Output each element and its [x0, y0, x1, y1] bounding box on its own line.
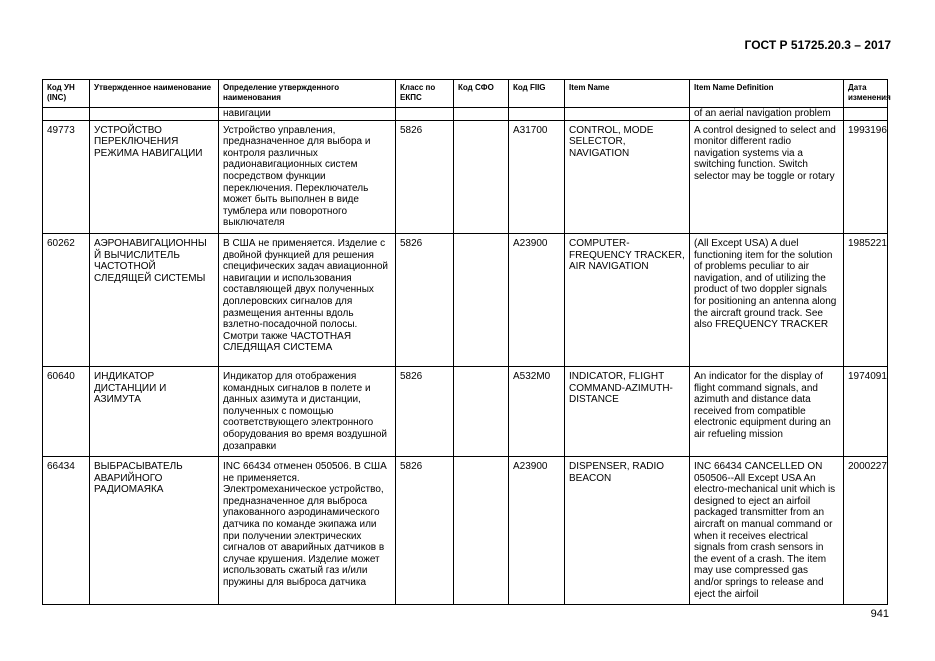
cell-inc: 66434 — [43, 457, 90, 605]
table-row — [43, 233, 888, 366]
cell-name-ru — [90, 108, 219, 121]
cell-item-definition: (All Except USA) A duel functioning item for the solution of problems peculiar to air navigation, and of utilizing the product of two doppler signals for positioning an antenna along the aircraft ground track. See also FREQUENCY TRACKER — [690, 233, 844, 366]
cell-name-ru: УСТРОЙСТВО ПЕРЕКЛЮЧЕНИЯ РЕЖИМА НАВИГАЦИИ — [90, 120, 219, 233]
table-header-row — [43, 80, 888, 108]
cell-ekps: 5826 — [396, 233, 454, 366]
cell-definition-ru: В США не применяется. Изделие с двойной функцией для решения специфических задач авиационной навигации и использования составляющей двух полученных доплеровских сигналов для размещения антенны вдоль взлетно-посадочной полосы. Смотри также ЧАСТОТНАЯ СЛЕДЯЩАЯ СИСТЕМА — [219, 233, 396, 366]
col-header-ekps: Класс по ЕКПС — [396, 80, 454, 108]
cell-sfo — [454, 120, 509, 233]
cell-inc: 60262 — [43, 233, 90, 366]
cell-inc: 60640 — [43, 366, 90, 456]
cell-definition-ru: Индикатор для отображения командных сигналов в полете и данных азимута и дистанции, полученных с помощью соответствующего электронного оборудования во время воздушной дозаправки — [219, 366, 396, 456]
cell-definition-ru: Устройство управления, предназначенное для выбора и контроля различных радионавигационных систем посредством функции переключения. Переключатель может быть выполнен в виде тумблера или поворотного выключателя — [219, 120, 396, 233]
cell-definition-ru: навигации — [219, 108, 396, 121]
col-header-fiig: Код FIIG — [509, 80, 565, 108]
cell-date: 1993196 — [844, 120, 888, 233]
col-header-definition-ru: Определение утвержденного наименования — [219, 80, 396, 108]
cell-date: 1985221 — [844, 233, 888, 366]
cell-item-definition: of an aerial navigation problem — [690, 108, 844, 121]
catalog-table — [42, 79, 891, 605]
table-row — [43, 457, 888, 605]
cell-item-definition: A control designed to select and monitor different radio navigation systems via a switching function. Switch selector may be toggle or rotary — [690, 120, 844, 233]
cell-item-name: DISPENSER, RADIO BEACON — [565, 457, 690, 605]
cell-ekps: 5826 — [396, 366, 454, 456]
cell-ekps — [396, 108, 454, 121]
cell-ekps: 5826 — [396, 457, 454, 605]
cell-sfo — [454, 366, 509, 456]
col-header-sfo: Код СФО — [454, 80, 509, 108]
cell-inc: 49773 — [43, 120, 90, 233]
cell-item-definition: INC 66434 CANCELLED ON 050506--All Except USA An electro-mechanical unit which is designed to eject an airfoil packaged transmitter from an aircraft on manual command or when it receives electrical signals from crash sensors in the event of a crash. The item may use compressed gas and/or springs to release and eject the airfoil — [690, 457, 844, 605]
table-row — [43, 120, 888, 233]
cell-fiig: A532M0 — [509, 366, 565, 456]
cell-sfo — [454, 108, 509, 121]
cell-ekps: 5826 — [396, 120, 454, 233]
cell-fiig: A23900 — [509, 233, 565, 366]
cell-item-name — [565, 108, 690, 121]
col-header-date: Дата изменения — [844, 80, 888, 108]
cell-name-ru: ВЫБРАСЫВАТЕЛЬ АВАРИЙНОГО РАДИОМАЯКА — [90, 457, 219, 605]
cell-date — [844, 108, 888, 121]
table-row — [43, 366, 888, 456]
cell-name-ru: ИНДИКАТОР ДИСТАНЦИИ И АЗИМУТА — [90, 366, 219, 456]
cell-date: 2000227 — [844, 457, 888, 605]
cell-item-definition: An indicator for the display of flight command signals, and azimuth and distance data received from compatible electronic equipment during an air refueling mission — [690, 366, 844, 456]
col-header-item-name: Item Name — [565, 80, 690, 108]
cell-fiig: A23900 — [509, 457, 565, 605]
cell-fiig: A31700 — [509, 120, 565, 233]
continuation-row — [43, 108, 888, 121]
col-header-inc: Код УН (INC) — [43, 80, 90, 108]
cell-sfo — [454, 457, 509, 605]
cell-name-ru: АЭРОНАВИГАЦИОННЫ Й ВЫЧИСЛИТЕЛЬ ЧАСТОТНОЙ СЛЕДЯЩЕЙ СИСТЕМЫ — [90, 233, 219, 366]
page-number: 941 — [870, 608, 889, 620]
cell-item-name: INDICATOR, FLIGHT COMMAND-AZIMUTH-DISTANCE — [565, 366, 690, 456]
cell-item-name: CONTROL, MODE SELECTOR, NAVIGATION — [565, 120, 690, 233]
cell-date: 1974091 — [844, 366, 888, 456]
cell-definition-ru: INC 66434 отменен 050506. В США не применяется. Электромеханическое устройство, предназначенное для выброса упакованного аэродинамического датчика по команде экипажа или при получении электрических сигналов от аварийных датчиков в случае крушения. Изделие может использовать сжатый газ и/или пружины для выброса датчика — [219, 457, 396, 605]
cell-inc — [43, 108, 90, 121]
document-title: ГОСТ Р 51725.20.3 – 2017 — [744, 38, 891, 52]
col-header-name-ru: Утвержденное наименование — [90, 80, 219, 108]
cell-sfo — [454, 233, 509, 366]
cell-item-name: COMPUTER-FREQUENCY TRACKER, AIR NAVIGATION — [565, 233, 690, 366]
cell-fiig — [509, 108, 565, 121]
col-header-item-definition: Item Name Definition — [690, 80, 844, 108]
